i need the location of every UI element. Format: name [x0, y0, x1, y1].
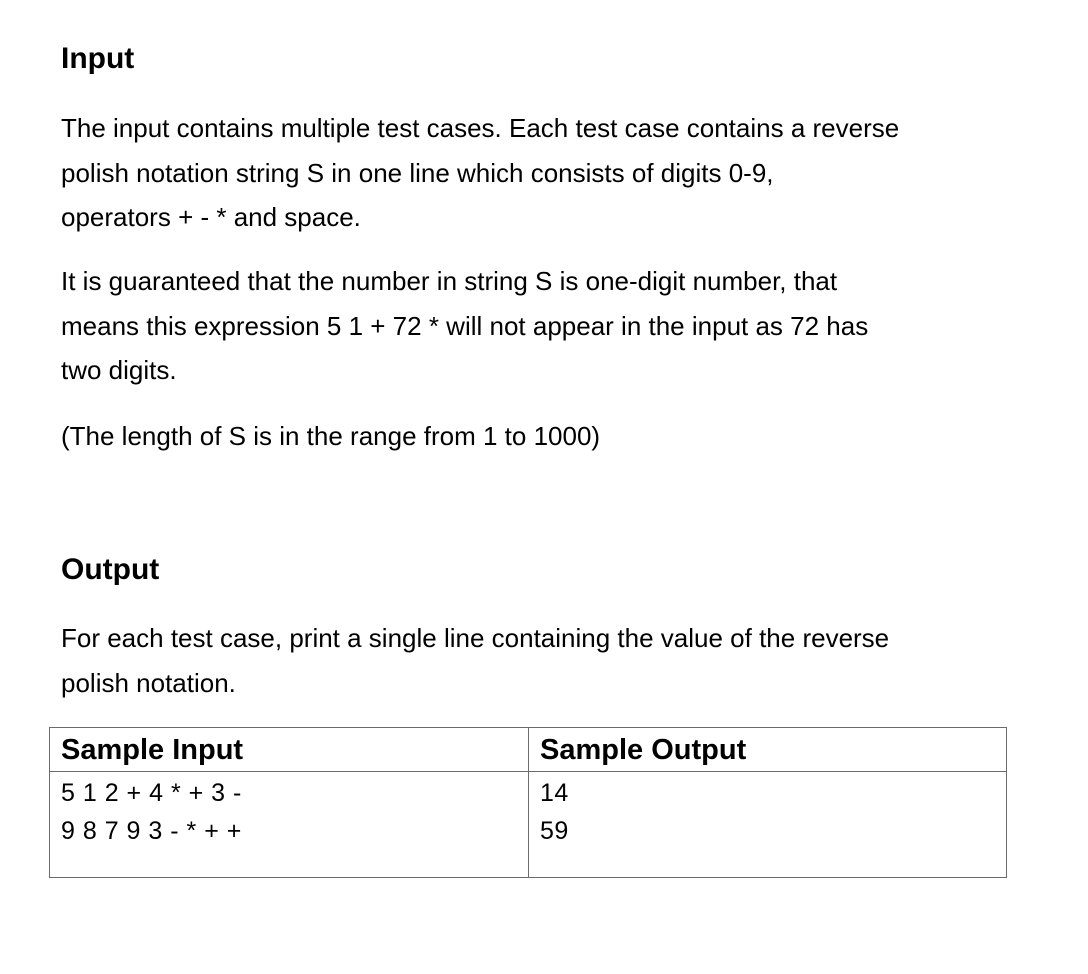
sample-input-line: 9 8 7 9 3 - * + + — [61, 817, 242, 845]
sample-output-line: 14 — [540, 779, 569, 807]
text-line: For each test case, print a single line containing the value of the reverse — [61, 623, 890, 653]
sample-input-line: 5 1 2 + 4 * + 3 - — [61, 779, 242, 807]
text-line: The input contains multiple test cases. Each test case contains a reverse — [61, 113, 900, 143]
sample-input-column — [50, 728, 529, 877]
output-heading: Output — [61, 553, 160, 586]
text-line: two digits. — [61, 355, 177, 385]
sample-table — [49, 727, 1007, 878]
sample-output-header: Sample Output — [529, 728, 1006, 772]
text-line: means this expression 5 1 + 72 * will not appear in the input as 72 has — [61, 310, 869, 341]
output-description — [61, 616, 1021, 705]
sample-input-header: Sample Input — [50, 728, 528, 772]
sample-output-body — [529, 774, 1006, 850]
text-line: polish notation. — [61, 667, 236, 698]
input-guarantee — [61, 259, 1021, 393]
text-line: operators + - * and space. — [61, 202, 361, 232]
text-line: polish notation string S in one line which consists of digits 0-9, — [61, 157, 774, 188]
sample-output-line: 59 — [540, 817, 569, 845]
input-description — [61, 106, 1021, 240]
input-heading: Input — [61, 42, 135, 75]
input-length-note — [61, 414, 1021, 459]
sample-output-column — [529, 728, 1006, 877]
sample-input-body — [50, 774, 528, 850]
text-line: It is guaranteed that the number in string S is one-digit number, that — [61, 266, 838, 296]
text-line: (The length of S is in the range from 1 to 1000) — [61, 421, 601, 451]
